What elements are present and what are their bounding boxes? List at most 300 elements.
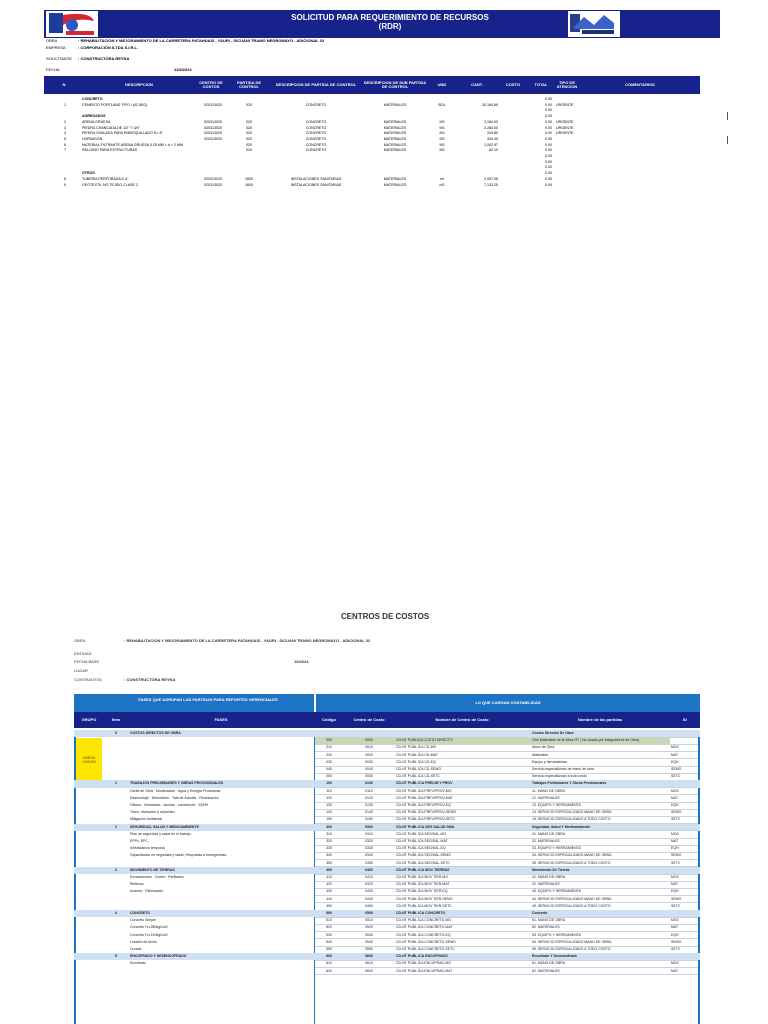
cell-id: MAT <box>671 882 679 887</box>
cell-desc: PIEDRA OVALADA PARA EMBOQUILLADO D= 8" <box>82 131 163 136</box>
cell-cc: 0410 <box>365 875 373 879</box>
cell-cc: 0510 <box>365 918 373 923</box>
cell-ncc: CD-NT PUBL ICA SEG/SAL-EQ <box>396 846 446 851</box>
col-fases: FASES <box>214 717 228 722</box>
cell-dsp: MATERIALES <box>383 142 407 147</box>
cell-id: MAT <box>671 839 679 843</box>
cell-und: m2 <box>439 182 445 187</box>
cell-fase: Señalización temporal. <box>130 846 166 851</box>
cell-fase: Oficina · Vestuarios · duchas · comedores · SSHH <box>130 803 209 807</box>
cell-tipo: URGENTE <box>556 102 574 107</box>
cc-info-lugar: LUGAR <box>74 668 88 673</box>
cell-cc: 020313020 <box>204 119 222 124</box>
row-divider <box>315 974 698 975</box>
cell-total: 0.00 <box>545 159 552 164</box>
cell-cc: 0330 <box>365 846 373 851</box>
cell-cod: 600 <box>326 954 332 959</box>
cell-desc: OTROS <box>82 171 95 176</box>
col-partida-control: PARTIDA DE CONTROL <box>237 80 261 89</box>
cell-cc: 0400 <box>365 867 373 872</box>
cell-desc: AGREGADOS <box>82 114 106 119</box>
cell-ncc: CD-NT PUBL ICA MOV TIER-EQ <box>396 889 448 894</box>
cell-ncc: CD-NT PUBL ICA CONCRETO <box>396 911 446 915</box>
cell-dpc: CONCRETO <box>305 136 327 141</box>
col-codigo: Código <box>322 717 336 722</box>
cell-id: MAT <box>671 968 679 973</box>
cell-total: 0.00 <box>545 131 552 136</box>
cell-cc: 0040 <box>365 767 373 771</box>
cell-ncc: CD-NT PUBL ICA CD-SEMO <box>396 767 441 771</box>
cell-border-mark <box>727 112 728 120</box>
cell-cod: 330 <box>326 846 332 851</box>
cell-tipo: URGENTE <box>556 125 574 130</box>
cell-cod: 420 <box>326 882 332 887</box>
cell-np: Movimiento De Tierras <box>532 867 570 872</box>
cell-total: 0.00 <box>545 182 552 187</box>
col-tipo: TIPO DE ATENCION <box>556 80 578 89</box>
cell-id: EQH <box>671 803 679 807</box>
cell-cod: 510 <box>326 918 332 923</box>
cell-cc: 0500 <box>365 911 373 915</box>
cell-cod: 100 <box>326 781 332 786</box>
cell-id: SEMO <box>671 810 682 815</box>
cell-np: Concreto <box>532 911 548 915</box>
cost-centers-table <box>74 730 700 1024</box>
cell-n: 6 <box>64 142 66 147</box>
cell-cod: 140 <box>326 810 332 815</box>
cc-info-obra: OBRA : REHABILITACION Y MEJORAMIENTO DE LA CARRETERA PATAHUASI - YAURI - SICUANI TRAMO NEGROMAYO - ADICIONAL 02 <box>74 638 371 643</box>
cell-cod: 430 <box>326 889 332 894</box>
cell-ncc: CD-NT PUBL ICA CD-MAT <box>396 752 438 757</box>
cell-cod: 110 <box>326 788 332 793</box>
cell-pc: 020 <box>246 148 252 153</box>
cell-id: EQH <box>671 889 679 894</box>
cell-cod: 520 <box>326 925 332 930</box>
cell-n: 4 <box>64 131 66 136</box>
cell-id: MAT <box>671 795 679 800</box>
cell-cant: 334.40 <box>487 136 498 141</box>
cell-cc: 0540 <box>365 939 373 944</box>
cell-ncc: CD-NT PUBL ICA SEG/SAL-SEMO <box>396 853 451 858</box>
cell-cod: 530 <box>326 932 332 937</box>
col-centro-costos: CENTRO DE COSTOS <box>199 80 223 89</box>
cell-cod: 130 <box>326 803 332 807</box>
cell-ncc: CD-NT PUBL ICA PREV/PROV-SEMO <box>396 810 457 815</box>
cell-border-mark <box>727 136 728 144</box>
cell-cc: 0130 <box>365 803 373 807</box>
cell-cod: 440 <box>326 896 332 901</box>
cell-n: 2 <box>64 119 66 124</box>
cell-cc: 020313020 <box>204 131 222 136</box>
cell-fase: COSTOS DIRECTOS DE OBRA <box>130 731 181 735</box>
cell-cc: 0120 <box>365 795 373 800</box>
cell-fase: Cartel de Obra · Movilización · Agua y Energía Provisional <box>130 788 221 793</box>
cell-dsp: MATERIALES <box>383 119 407 124</box>
cell-cant: 2,007.06 <box>484 176 498 181</box>
cell-cc: 0050 <box>365 774 373 779</box>
cc-info-fecha: FECHA BASE 10/2024 <box>74 659 309 664</box>
cell-cc: 0450 <box>365 903 373 908</box>
cell-cc: 0430 <box>365 889 373 894</box>
cell-ncc: CD-NT PUBL ICA PREV/PROV-MAT <box>396 795 453 800</box>
cell-cc: 0030 <box>365 759 373 764</box>
cell-desc: HORMIGON <box>82 136 103 141</box>
cell-cod: 150 <box>326 817 332 822</box>
table-row <box>44 182 700 188</box>
cell-cant: 1,002.97 <box>484 142 498 147</box>
cell-np: Otro Materiales de la Obra OT ( No Usado por Integradores de Obra) <box>532 738 640 743</box>
cell-id: SEMO <box>671 767 682 771</box>
cell-fase: Concreto Simple <box>130 918 156 923</box>
cell-cc: 0320 <box>365 839 373 843</box>
col-n: N <box>62 82 66 87</box>
cell-cc: 0310 <box>365 831 373 836</box>
cell-id: SEMO <box>671 939 682 944</box>
cell-cc: 0350 <box>365 860 373 865</box>
cell-cc: 0100 <box>365 781 373 786</box>
cc-info-entidad: ENTIDAD <box>74 651 92 656</box>
cell-dsp: MATERIALES <box>383 136 407 141</box>
cell-id: SEMO <box>671 896 682 901</box>
cell-ncc: CD-NT PUBL ICA CONCRETO-MO <box>396 918 452 923</box>
cell-pc: 1600 <box>245 182 253 187</box>
cell-np: 14. SERVICIO ESPECIALIZADO MANO DE OBRA <box>532 810 612 815</box>
cell-cc: 0010 <box>365 745 373 750</box>
info-solicitante: SOLICITANTE : CONSTRUCTORA REYNA <box>46 56 130 61</box>
cell-fase: Capacitación en seguridad y salud, Respuesta a emergencias. <box>130 853 228 858</box>
cell-n: 7 <box>64 148 66 153</box>
cell-dpc: CONCRETO <box>305 148 327 153</box>
cell-fase: EPPs, EPC. <box>130 839 149 843</box>
cell-ncc: CD-NT PUBL ICA SEG SALUD SMA <box>396 824 455 829</box>
cell-id: MO0 <box>671 745 679 750</box>
cell-fase: Mitigación Ambiental <box>130 817 163 822</box>
cell-ncc: CD-NT PUBL ICA MOV TIER-MAT <box>396 882 450 887</box>
cell-dpc: CONCRETO <box>305 102 327 107</box>
cell-ncc: CD-NT PUBLICA COSTO DIRECTO <box>396 738 453 743</box>
cell-fase: Plan de seguridad y salud en el trabajo. <box>130 831 192 836</box>
cell-total: 0.00 <box>545 154 552 158</box>
cell-id: MAT <box>671 925 679 930</box>
cell-cc: 0020 <box>365 752 373 757</box>
cell-cc: 020313020 <box>204 102 222 107</box>
cell-cod: 350 <box>326 860 332 865</box>
cell-cod: 020 <box>326 752 332 757</box>
cell-cod: 410 <box>326 875 332 879</box>
cell-cod: 400 <box>326 867 332 872</box>
cell-n: 8 <box>64 176 66 181</box>
cell-id: MO0 <box>671 788 679 793</box>
cell-und: M3 <box>439 119 445 124</box>
cell-cod: 040 <box>326 767 332 771</box>
cell-desc: TUBERIA PERFORADA D 6" <box>82 176 129 181</box>
cell-ncc: CD-NT PUBL ICA CD-MO <box>396 745 437 750</box>
cell-ncc: CD-NT PUBL ICA SEG/SAL-MO <box>396 831 447 836</box>
cell-total: 0.00 <box>545 125 552 130</box>
cell-total: 0.00 <box>545 119 552 124</box>
cell-np: 13. EQUIPO Y HERRAMIENTA <box>532 803 581 807</box>
cell-ncc: CD-NT PUBL ICA CD-SETC <box>396 774 440 779</box>
cell-fase: ENCOFRADO Y DESENCOFRADO <box>130 954 187 959</box>
cell-fase: Curado <box>130 947 142 951</box>
cell-id: EQH <box>671 932 679 937</box>
cell-pc: 020 <box>246 125 252 130</box>
cell-und: M3 <box>439 136 445 141</box>
cell-id: MO0 <box>671 831 679 836</box>
cell-n: 9 <box>64 182 66 187</box>
cell-dpc: CONCRETO <box>305 131 327 136</box>
cell-total: 0.00 <box>545 102 552 107</box>
cell-cc: 0110 <box>365 788 373 793</box>
cell-ncc: CD-NT PUBL ICA CONCRETO-MAT <box>396 925 453 930</box>
cell-np: Costos Directos De Obra <box>532 731 574 735</box>
cell-cod: 050 <box>326 774 332 779</box>
cell-pc: 020 <box>246 136 252 141</box>
cell-cant: 2,184.00 <box>484 119 498 124</box>
cell-np: 42. MATERIALES <box>532 882 560 887</box>
cell-np: Seguridad, Salud Y Medioambiente <box>532 824 591 829</box>
cell-id: SETC <box>671 903 681 908</box>
cell-und: M3 <box>439 142 445 147</box>
cell-cc: 0000 <box>365 738 373 743</box>
col-desc-subpartida: DESCRIPCION DE SUB PARTIDA DE CONTROL <box>363 80 427 89</box>
cell-np: 45. SERVICIO ESPECIALIZADO A TODO COSTO <box>532 903 611 908</box>
cell-np: 44. SERVICIO ESPECIALIZADO MANO DE OBRA <box>532 896 612 901</box>
head-left: FASES QUE AGRUPAN LAS PARTIDAS PARA REPORTES GERENCIALES <box>138 697 278 702</box>
cell-ncc: CD-NT PUBL ICA SEG/SAL-SETC <box>396 860 450 865</box>
cell-ncc: CD-NT PUBL ICA PREV/PROV-MO <box>396 788 452 793</box>
cell-dsp: MATERIALES <box>383 176 407 181</box>
cell-np: Servicio especializado de mano de obra <box>532 767 595 771</box>
cell-cc: 0300 <box>365 824 373 829</box>
cell-fase: Excavaciones · Cortes · Perfilados <box>130 875 184 879</box>
cell-pc: 020 <box>246 119 252 124</box>
cell-fase: Acarreo · Eliminación <box>130 889 164 894</box>
head-right: LO QUE CARGAN CONTABILIDAD <box>475 700 541 705</box>
cell-id: EQH <box>671 759 679 764</box>
cell-cod: 310 <box>326 831 332 836</box>
cell-cc: 020313020 <box>204 136 222 141</box>
col-centro-costo: Centro de Costo <box>353 717 385 722</box>
cell-n: 3 <box>64 125 66 130</box>
cell-np: 43. EQUIPO Y HERRAMIENTA <box>532 889 581 894</box>
cell-pc: 020 <box>246 142 252 147</box>
cell-desc: PIEDRA CHANCADA DE 1/2" Y 3/4" <box>82 125 140 130</box>
cell-ncc: CD-NT PUBL ICA PREV/PROV-EQ <box>396 803 451 807</box>
cell-cant: 7,133.25 <box>484 182 498 187</box>
cell-pc: 1600 <box>245 176 253 181</box>
table-header <box>44 76 700 94</box>
col-nombre-cc: Nombre de Centro de Costo <box>435 717 489 722</box>
cell-total: 0.00 <box>545 136 552 141</box>
cell-ncc: CD-NT PUBL ICA ENCOFRADO <box>396 954 448 959</box>
cell-id: SEMO <box>671 853 682 858</box>
cell-fase: CONCRETO <box>130 911 150 915</box>
cell-und: M3 <box>439 148 445 153</box>
cell-cant: 30,184.69 <box>482 102 498 107</box>
cell-fase: Encofrado <box>130 961 146 966</box>
cell-cc: 020313020 <box>204 125 222 130</box>
cell-np: 33. EQUIPO Y HERRAMIENTA <box>532 846 581 851</box>
cell-total: 0.00 <box>545 171 552 176</box>
cost-centers-title: CENTROS DE COSTOS <box>340 612 430 621</box>
cell-dsp: MATERIALES <box>383 102 407 107</box>
cell-cc: 0620 <box>365 968 373 973</box>
company-logo-left <box>46 11 98 37</box>
cell-np: 55. SERVICIO ESPECIALIZADO A TODO COSTO <box>532 947 611 951</box>
cell-cod: 030 <box>326 759 332 764</box>
cell-id: MAT <box>671 752 679 757</box>
cell-dpc: INSTALACIONES SANITARIAS <box>290 182 342 187</box>
cell-ncc: CD-NT PUBL ICA MOV TIER-SEMO <box>396 896 453 901</box>
cell-ncc: CD-NT PUBL ICA CONCRETO-SETC <box>396 947 455 951</box>
info-fecha: FECHA 11/8/2024 <box>46 67 192 72</box>
cell-np: 35. SERVICIO ESPECIALIZADO A TODO COSTO <box>532 860 611 865</box>
cell-total: 0.00 <box>545 108 552 113</box>
cell-ncc: CD-NT PUBL ICA PREV/PROV-SETC <box>396 817 456 822</box>
cell-fase: MOVIMIENTO DE TIERRAS <box>130 867 175 872</box>
cell-ncc: CD-NT PUBL ICA CONCRETO-SEMO <box>396 939 456 944</box>
cell-fase: TRABAJOS PRELIMINARES Y OBRAS PROVISIONALES <box>130 781 224 786</box>
cell-cant: 62.10 <box>489 148 498 153</box>
cell-desc: ARENA GRUESA <box>82 119 111 124</box>
cell-np: 54. SERVICIO ESPECIALIZADO MANO DE OBRA <box>532 939 612 944</box>
col-id: ID <box>683 717 687 722</box>
cell-id: MO0 <box>671 961 679 966</box>
cell-desc: CEMENTO PORTLAND TIPO I (42.5KG) <box>82 102 148 107</box>
cell-cod: 340 <box>326 853 332 858</box>
cell-dsp: MATERIALES <box>383 125 407 130</box>
cell-cod: 120 <box>326 795 332 800</box>
cell-np: 62. MATERIALES <box>532 968 560 973</box>
cell-np: 15. SERVICIO ESPECIALIZADO A TODO COSTO <box>532 817 611 822</box>
cell-np: Mano de Obra <box>532 745 555 750</box>
cell-np: Trabajos Preliminares Y Obras Provisionales <box>532 781 607 786</box>
info-empresa: EMPRESA : CORPORACIÓN ILTDA S.I.R.L. <box>46 45 138 50</box>
cell-fase: Losa/do de techo <box>130 939 157 944</box>
cell-cod: 300 <box>326 824 332 829</box>
cell-fase: Rellenos <box>130 882 144 887</box>
col-cant: CANT. <box>471 82 483 87</box>
cell-cc: 0550 <box>365 947 373 951</box>
cell-fase: Concreto f'c=210kg/cm2 <box>130 932 168 937</box>
cell-total: 0.00 <box>545 165 552 170</box>
cell-cod: 500 <box>326 911 332 915</box>
cell-item: 2 <box>115 824 117 829</box>
cell-id: EQH <box>671 846 679 851</box>
cell-cod: 320 <box>326 839 332 843</box>
cell-dpc: INSTALACIONES SANITARIAS <box>290 176 342 181</box>
info-obra: OBRA : REHABILITACION Y MEJORAMIENTO DE LA CARRETERA PATAHUASI - YAURI - SICUANI TRAMO NEGROMAYO - ADICIONAL 02 <box>46 38 325 43</box>
cell-ncc: CD-NT PUBL ICA ENCOFRAD-MO <box>396 961 451 966</box>
cell-id: SETC <box>671 817 681 822</box>
cell-item: 5 <box>115 954 117 959</box>
cell-item: 3 <box>115 867 117 872</box>
col-desc-partida: DESCRIPCION DE PARTIDA DE CONTROL <box>275 82 357 87</box>
cell-cod: 610 <box>326 961 332 966</box>
cell-n: 5 <box>64 136 66 141</box>
cell-cc: 0420 <box>365 882 373 887</box>
cell-ncc: CD-NT PUBL ICA MOV TIER-MO <box>396 875 449 879</box>
cell-id: MO0 <box>671 918 679 923</box>
page-title: SOLICITUD PARA REQUERIMIENTO DE RECURSOS (RDR) <box>291 13 489 31</box>
cell-desc: RELLENO PARA ESTRUCTURAS <box>82 148 138 153</box>
cell-item: 0 <box>115 731 117 735</box>
cell-total: 0.00 <box>545 97 552 101</box>
cell-desc: MATERIAL FILTRANTE ARENA GRUESA 0.25 MM < d < 2 MM <box>82 142 183 147</box>
cell-n: 1 <box>64 102 66 107</box>
cell-desc: GEOTEXTIL NO TEJIDO CLASE 2 <box>82 182 138 187</box>
cell-desc: CONCRETO <box>82 97 103 101</box>
cell-fase: SEGURIDAD, SALUD Y MEDIOAMBIENTE <box>130 824 199 829</box>
col-costo: COSTO <box>505 82 521 87</box>
cell-cc: 020313020 <box>204 176 222 181</box>
cell-np: 31. MANO DE OBRA <box>532 831 566 836</box>
cell-cod: 540 <box>326 939 332 944</box>
cell-ncc: CD-NT PUBL ICA ENCOFRAD-MAT <box>396 968 453 973</box>
cell-np: 52. MATERIALES <box>532 925 560 930</box>
cell-np: Servicio especializado a todo costo <box>532 774 587 779</box>
group-label: OBRAS CIVILES <box>82 756 96 764</box>
cell-np: Encofrado Y Desencofrado <box>532 954 577 959</box>
cell-und: BOL <box>438 102 446 107</box>
cell-pc: 020 <box>246 131 252 136</box>
cell-cod: 000 <box>326 738 332 743</box>
cell-dpc: CONCRETO <box>305 142 327 147</box>
cell-cant: 2,284.00 <box>484 125 498 130</box>
cell-ncc: CD-NT PUBL ICA MOV TIER-SETC <box>396 903 452 908</box>
cell-pc: 020 <box>246 102 252 107</box>
cell-cc: 0610 <box>365 961 373 966</box>
cc-group-header <box>74 694 700 712</box>
cell-np: 53. EQUIPO Y HERRAMIENTA <box>532 932 581 937</box>
cell-dsp: MATERIALES <box>383 148 407 153</box>
cell-np: 61. MANO DE OBRA <box>532 961 566 966</box>
cell-cant: 319.80 <box>487 131 498 136</box>
cell-cc: 0140 <box>365 810 373 815</box>
cell-item: 4 <box>115 911 117 915</box>
cell-total: 0.00 <box>545 114 552 119</box>
cell-ncc: CD-NT PUBL ICA SEG/SAL-MAT <box>396 839 448 843</box>
col-descripcion: DESCRIPCION <box>125 82 153 87</box>
cell-fase: Concreto f'c=280kg/cm2 <box>130 925 168 930</box>
cell-dpc: CONCRETO <box>305 125 327 130</box>
cell-dpc: CONCRETO <box>305 119 327 124</box>
cell-item: 1 <box>115 781 117 786</box>
cell-tipo: URGENTE <box>556 131 574 136</box>
cell-dsp: MATERIALES <box>383 131 407 136</box>
cell-tipo: URGENTE <box>556 119 574 124</box>
cell-und: M3 <box>439 125 445 130</box>
cell-cc: 0340 <box>365 853 373 858</box>
col-und: UND <box>437 82 447 87</box>
col-item: Item <box>111 717 121 722</box>
cell-ncc: CD-NT PUBL ICA MOV TIERRAS <box>396 867 450 872</box>
cell-fase: Trazo, nivelación y replanteo <box>130 810 175 815</box>
cell-total: 0.00 <box>545 148 552 153</box>
cell-cc: 0150 <box>365 817 373 822</box>
cc-column-header <box>74 712 700 728</box>
cell-cod: 620 <box>326 968 332 973</box>
cell-np: 11. MANO DE OBRA <box>532 788 565 793</box>
cell-total: 0.00 <box>545 142 552 147</box>
cell-np: 12. MATERIALES <box>532 795 560 800</box>
cell-und: ml <box>440 176 444 181</box>
col-nombre-partidas: Nombre de las partidas <box>577 717 623 722</box>
cell-id: MO0 <box>671 875 679 879</box>
cell-cc: 0600 <box>365 954 373 959</box>
cell-cc: 0530 <box>365 932 373 937</box>
